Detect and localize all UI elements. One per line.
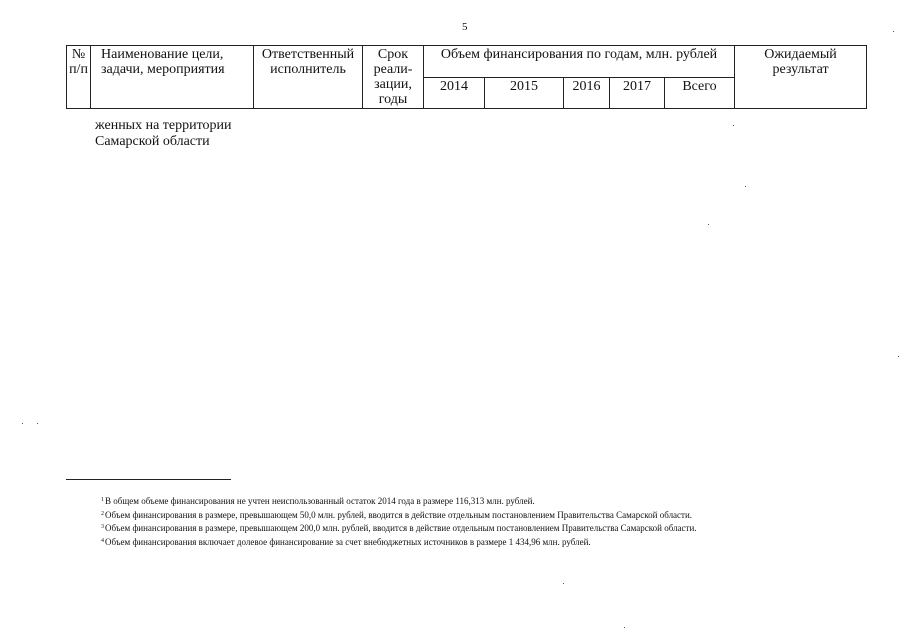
continued-line: женных на территории [95,118,232,133]
footnote-text: В общем объеме финансирования не учтен неиспользованный остаток 2014 года в размере 116,313 млн. рублей. [105,496,535,506]
footnote-text: Объем финансирования в размере, превышающем 200,0 млн. рублей, вводится в действие отдельным постановлением Правительства Самарской области. [105,523,697,533]
footnote [101,521,697,535]
header-year-2015: 2015 [485,77,564,109]
header-funding: Объем финансирования по годам, млн. рублей [424,46,735,78]
header-number: № п/п [67,46,91,109]
footnote [101,508,697,522]
page-number: 5 [462,21,468,33]
scan-speck [745,186,746,187]
header-year-2017: 2017 [610,77,665,109]
scan-speck [22,423,23,424]
header-year-2014: 2014 [424,77,485,109]
header-result: Ожидаемый результат [735,46,867,109]
scan-speck [708,224,709,225]
scan-speck [624,627,625,628]
header-name: Наименование цели, задачи, мероприятия [91,46,254,109]
scan-speck [893,31,894,32]
scan-speck [37,423,38,424]
footnote [101,535,697,549]
footnote-text: Объем финансирования в размере, превышающем 50,0 млн. рублей, вводится в действие отдельным постановлением Правительства Самарской области. [105,509,693,520]
footnote-separator [66,479,231,480]
footnotes [101,494,697,548]
footnote [101,494,697,508]
scan-speck [733,125,734,126]
scan-speck [898,356,899,357]
header-total: Всего [665,77,735,109]
footnote-mark: 3 [101,524,104,530]
footnote-mark: 4 [101,537,104,544]
financing-table [66,45,867,109]
header-executor: Ответственный исполнитель [254,46,363,109]
footnote-mark: 1 [101,497,104,503]
footnote-mark: 2 [101,510,104,517]
scan-speck [563,583,564,584]
footnote-text: Объем финансирования включает долевое финансирование за счет внебюджетных источников в размере 1 434,96 млн. рублей. [105,536,591,547]
header-term: Срок реали-зации, годы [363,46,424,109]
continued-line: Самарской области [95,134,210,149]
header-year-2016: 2016 [564,77,610,109]
continued-cell-text [95,118,232,150]
